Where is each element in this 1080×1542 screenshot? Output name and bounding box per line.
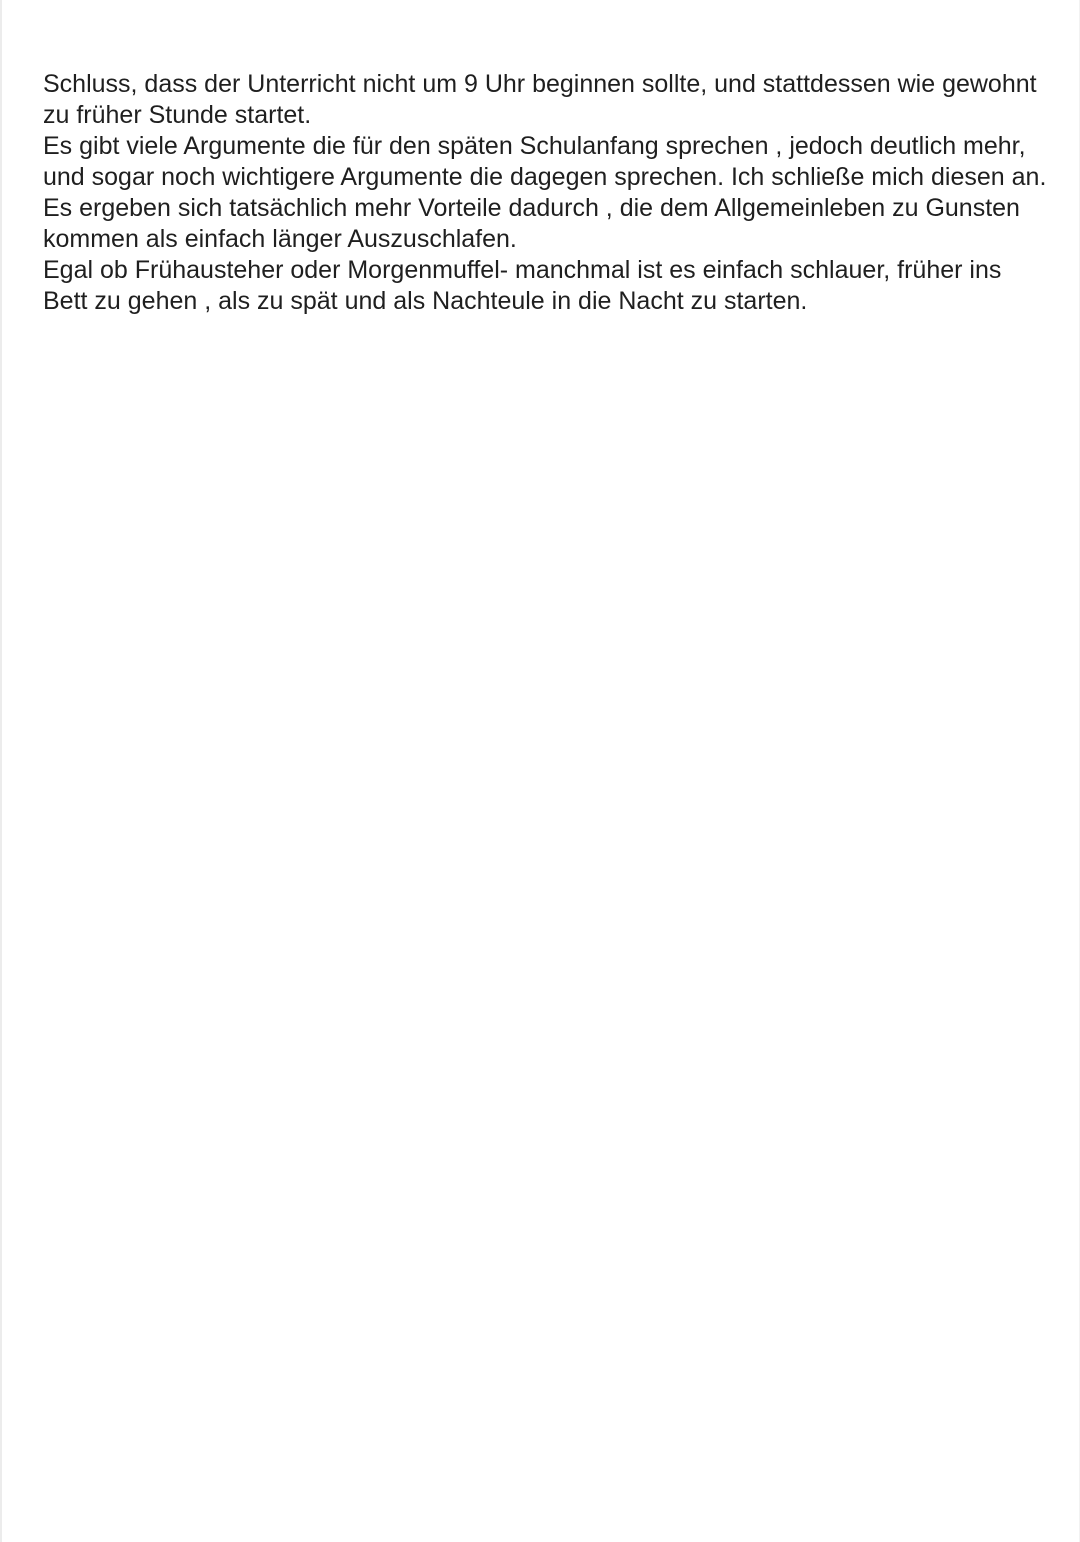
paragraph-arguments: Es gibt viele Argumente die für den späten Schulanfang sprechen , jedoch deutlich mehr, und sogar noch wichtigere Argumente die dagegen sprechen. Ich schließe mich diesen an. <box>43 132 1047 191</box>
paragraph-advantages: Es ergeben sich tatsächlich mehr Vorteile dadurch , die dem Allgemeinleben zu Gunsten kommen als einfach länger Auszuschlafen. <box>43 194 1020 253</box>
document-text <box>43 69 1048 317</box>
paragraph-closing: Egal ob Frühausteher oder Morgenmuffel- manchmal ist es einfach schlauer, früher ins Bett zu gehen , als zu spät und als Nachteule in die Nacht zu starten. <box>43 256 1002 315</box>
paragraph-conclusion: Schluss, dass der Unterricht nicht um 9 Uhr beginnen sollte, und stattdessen wie gewohnt zu früher Stunde startet. <box>43 70 1037 129</box>
